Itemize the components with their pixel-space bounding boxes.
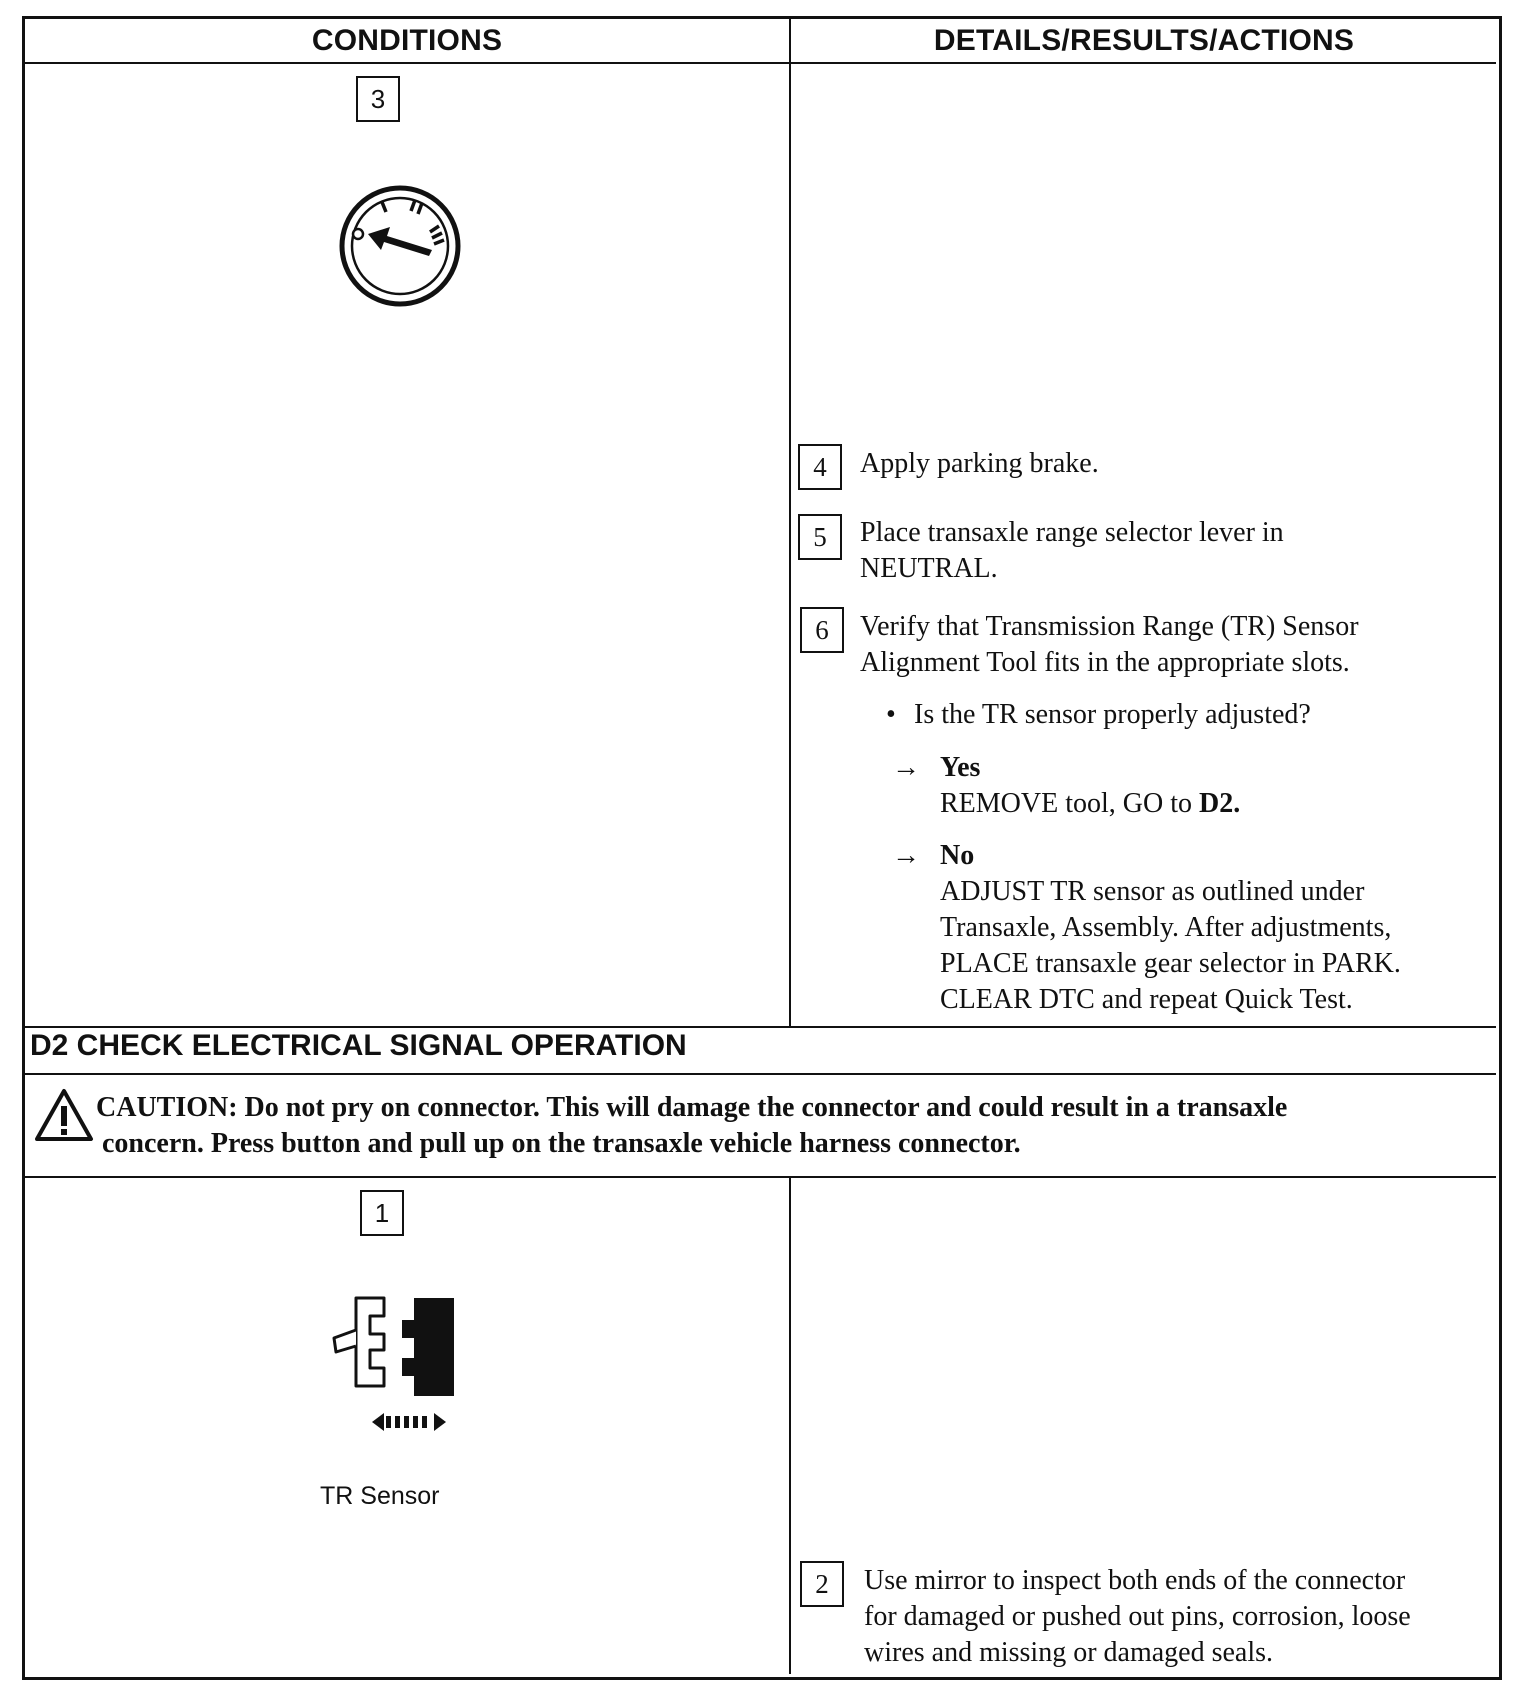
caution-text xyxy=(96,1090,1456,1162)
detail-step-5-text-line1: Place transaxle range selector lever in xyxy=(860,517,1284,548)
ignition-key-switch-icon xyxy=(338,184,462,308)
detail-step-2: 2 xyxy=(800,1561,844,1607)
caution-line-1: CAUTION: Do not pry on connector. This will damage the connector and could result in a transaxle xyxy=(96,1092,1288,1123)
arrow-right-icon: → xyxy=(892,840,920,871)
caution-bottom-divider xyxy=(25,1176,1496,1178)
detail-step-5: 5 xyxy=(798,514,842,560)
header-details: DETAILS/RESULTS/ACTIONS xyxy=(933,24,1355,57)
detail-step-2-line-2: for damaged or pushed out pins, corrosion, loose xyxy=(864,1601,1411,1632)
detail-step-2-line-1: Use mirror to inspect both ends of the connector xyxy=(864,1565,1406,1596)
detail-step-6: 6 xyxy=(800,607,844,653)
no-action-line-4: CLEAR DTC and repeat Quick Test. xyxy=(940,984,1353,1015)
table-frame xyxy=(22,16,1502,1680)
header-conditions: CONDITIONS xyxy=(311,24,503,57)
condition-step-1: 1 xyxy=(360,1190,404,1236)
column-divider-upper xyxy=(789,19,791,1026)
header-divider xyxy=(25,62,1496,64)
yes-action-link[interactable]: D2. xyxy=(1199,788,1241,819)
detail-step-5-text-line2: NEUTRAL. xyxy=(860,553,998,584)
condition-step-3: 3 xyxy=(356,76,400,122)
procedure-table xyxy=(22,16,1500,1678)
bullet-icon: • xyxy=(886,699,896,730)
no-action-line-1: ADJUST TR sensor as outlined under xyxy=(940,876,1365,907)
caution-top-divider xyxy=(25,1073,1496,1075)
arrow-right-icon: → xyxy=(892,752,920,783)
tr-sensor-label: TR Sensor xyxy=(320,1482,440,1510)
no-label: No xyxy=(940,840,975,871)
section-divider xyxy=(25,1026,1496,1028)
yes-action-text: REMOVE tool, GO to xyxy=(940,788,1199,819)
detail-step-2-line-3: wires and missing or damaged seals. xyxy=(864,1637,1274,1668)
yes-action xyxy=(940,786,1240,822)
question-text: Is the TR sensor properly adjusted? xyxy=(914,699,1311,730)
detail-step-6-text-line1: Verify that Transmission Range (TR) Sensor xyxy=(860,611,1359,642)
no-action-line-3: PLACE transaxle gear selector in PARK. xyxy=(940,948,1401,979)
section-title-d2: D2 CHECK ELECTRICAL SIGNAL OPERATION xyxy=(30,1029,687,1062)
connector-disconnect-icon xyxy=(328,1286,472,1440)
caution-line-2: concern. Press button and pull up on the transaxle vehicle harness connector. xyxy=(102,1128,1021,1159)
detail-step-4: 4 xyxy=(798,444,842,490)
detail-step-4-text: Apply parking brake. xyxy=(860,448,1099,479)
caution-warning-icon xyxy=(34,1088,94,1142)
detail-step-6-text-line2: Alignment Tool fits in the appropriate slots. xyxy=(860,647,1350,678)
column-divider-lower xyxy=(789,1178,791,1674)
no-action-line-2: Transaxle, Assembly. After adjustments, xyxy=(940,912,1392,943)
yes-label: Yes xyxy=(940,752,981,783)
